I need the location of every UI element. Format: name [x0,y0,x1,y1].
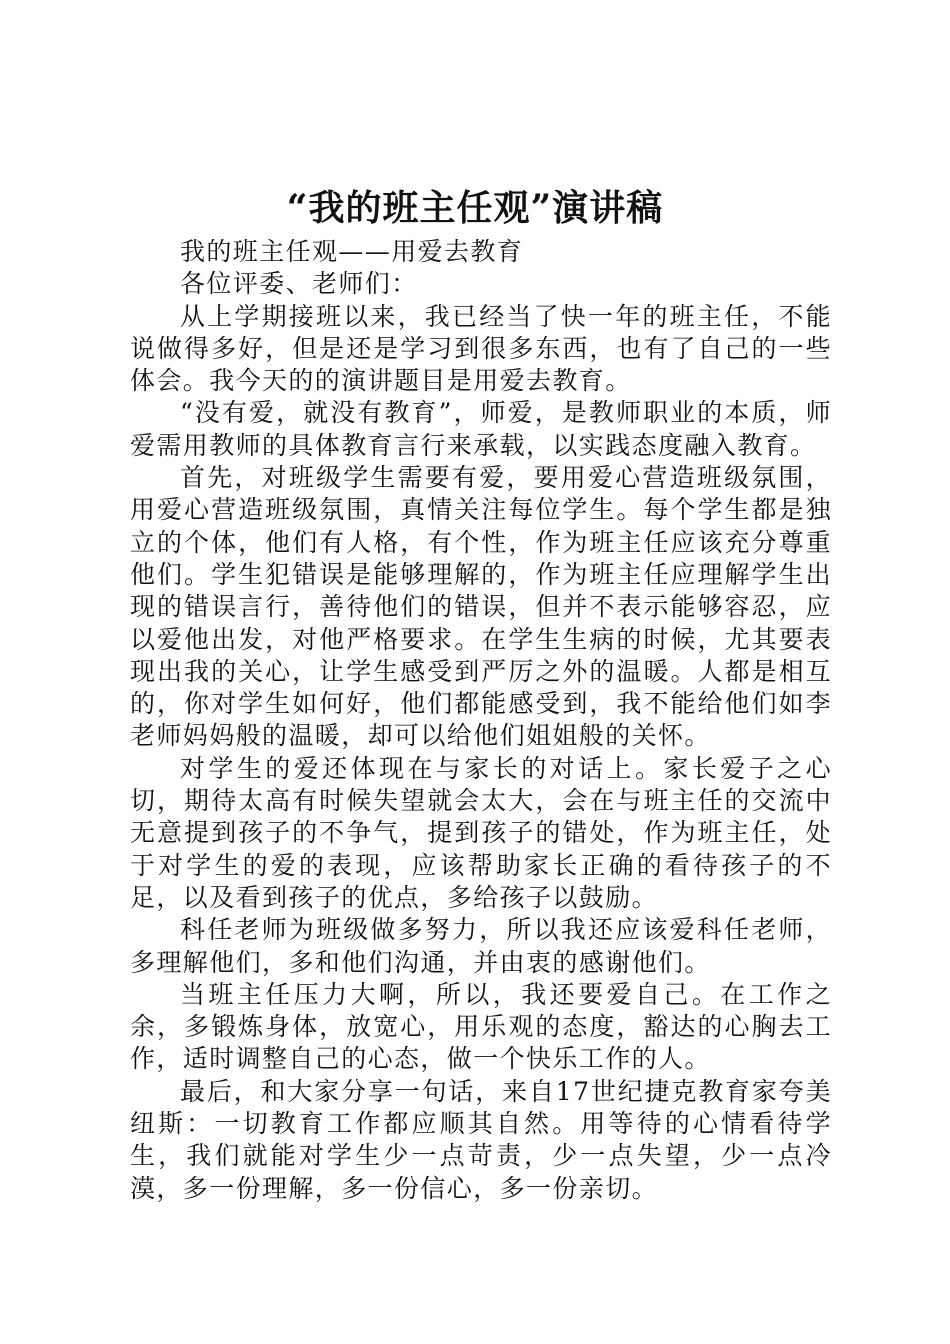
paragraph: 当班主任压力大啊，所以，我还要爱自己。在工作之余，多锻炼身体，放宽心，用乐观的态度，豁达的心胸去工作，适时调整自己的心态，做一个快乐工作的人。 [130,979,832,1074]
paragraph: 首先，对班级学生需要有爱，要用爱心营造班级氛围，用爱心营造班级氛围，真情关注每位学生。每个学生都是独立的个体，他们有人格，有个性，作为班主任应该充分尊重他们。学生犯错误是能够理解的，作为班主任应理解学生出现的错误言行，善待他们的错误，但并不表示能够容忍，应以爱他出发，对他严格要求。在学生生病的时候，尤其要表现出我的关心，让学生感受到严厉之外的温暖。人都是相互的，你对学生如何好，他们都能感受到，我不能给他们如李老师妈妈般的温暖，却可以给他们姐姐般的关怀。 [130,463,832,751]
paragraph-salutation: 各位评委、老师们： [180,269,418,299]
paragraph-subtitle: 我的班主任观——用爱去教育 [180,237,524,266]
paragraph-closing: 最后，和大家分享一句话，来自17世纪捷克教育家夸美纽斯：一切教育工作都应顺其自然。用等待的心情看待学生，我们就能对学生少一点苛责，少一点失望，少一点冷漠，多一份理解，多一份信心，多一份亲切。 [130,1076,832,1203]
paragraph: “没有爱，就没有教育”，师爱，是教师职业的本质，师爱需用教师的具体教育言行来承载，以实践态度融入教育。 [130,398,832,460]
document-body [130,236,832,1205]
paragraph: 科任老师为班级做多努力，所以我还应该爱科任老师，多理解他们，多和他们沟通，并由衷的感谢他们。 [130,915,832,977]
paragraph: 对学生的爱还体现在与家长的对话上。家长爱子之心切，期待太高有时候失望就会太大，会在与班主任的交流中无意提到孩子的不争气，提到孩子的错处，作为班主任，处于对学生的爱的表现，应该帮助家长正确的看待孩子的不足，以及看到孩子的优点，多给孩子以鼓励。 [130,753,832,912]
paragraph: 从上学期接班以来，我已经当了快一年的班主任，不能说做得多好，但是还是学习到很多东西，也有了自己的一些体会。我今天的的演讲题目是用爱去教育。 [130,301,832,396]
document-title: “我的班主任观”演讲稿 [286,187,664,229]
